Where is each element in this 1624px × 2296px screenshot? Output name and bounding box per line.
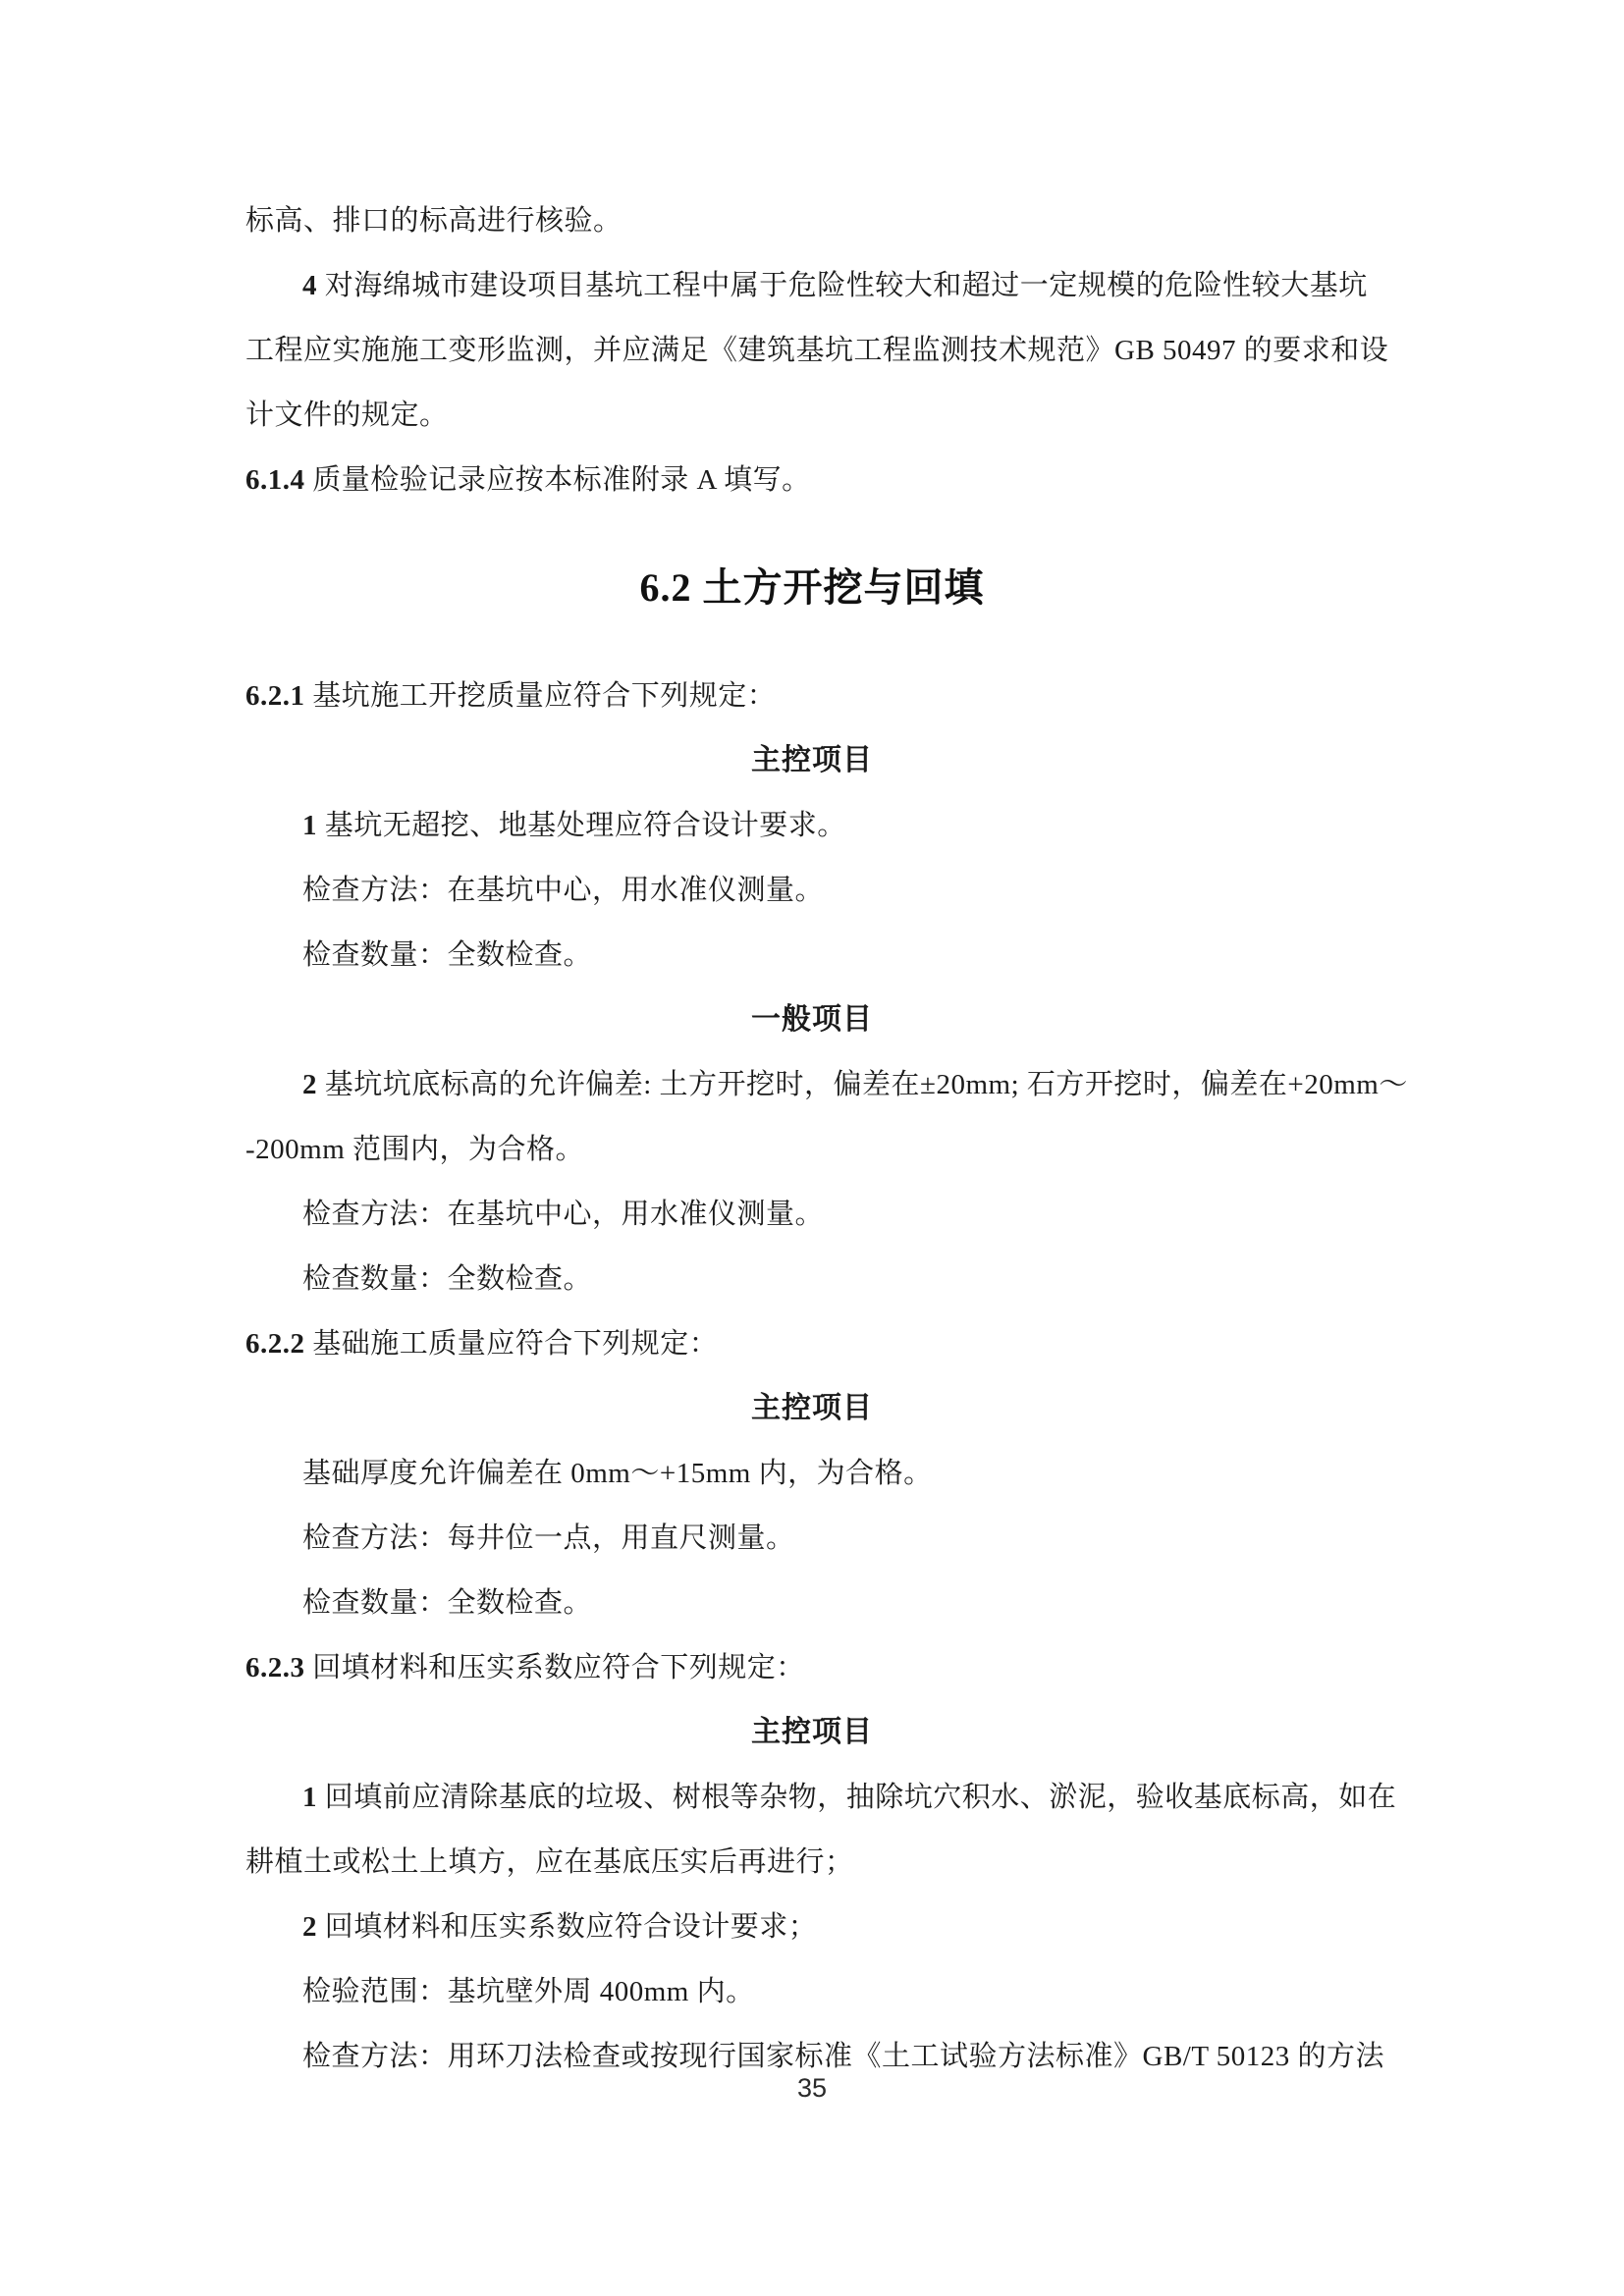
clause-6-1-4: 6.1.4 质量检验记录应按本标准附录 A 填写。: [245, 464, 811, 496]
item-number: 1: [302, 1782, 317, 1813]
item-4-continuation-1: 工程应实施施工变形监测，并应满足《建筑基坑工程监测技术规范》GB 50497 的要求和设: [245, 335, 1389, 366]
inspection-quantity-line: 检查数量：全数检查。: [302, 939, 593, 971]
item-4-pit-monitoring: 4 对海绵城市建设项目基坑工程中属于危险性较大和超过一定规模的危险性较大基坑: [302, 270, 1368, 301]
foundation-thickness-tolerance-line: 基础厚度允许偏差在 0mm～+15mm 内，为合格。: [302, 1458, 933, 1489]
item-number: 1: [302, 810, 317, 841]
item-number: 4: [302, 270, 317, 301]
inspection-method-line: 检查方法：在基坑中心，用水准仪测量。: [302, 1199, 825, 1230]
clause-number: 6.2.1: [245, 680, 305, 712]
item-number: 2: [302, 1911, 317, 1943]
clause-6-2-1: 6.2.1 基坑施工开挖质量应符合下列规定：: [245, 680, 777, 712]
clause-number: 6.1.4: [245, 464, 305, 496]
page-number: 35: [796, 2073, 828, 2103]
item-1-no-overexcavation: 1 基坑无超挖、地基处理应符合设计要求。: [302, 810, 846, 841]
item-2-backfill-material: 2 回填材料和压实系数应符合设计要求；: [302, 1911, 818, 1943]
clause-6-2-2: 6.2.2 基础施工质量应符合下列规定：: [245, 1328, 719, 1360]
subheading-general-items: 一般项目: [751, 1003, 873, 1036]
subheading-master-control-items: 主控项目: [751, 1716, 873, 1748]
subheading-master-control-items: 主控项目: [751, 744, 873, 776]
item-1-backfill-preparation: 1 回填前应清除基底的垃圾、树根等杂物，抽除坑穴积水、淤泥，验收基底标高，如在: [302, 1782, 1397, 1813]
item-2-bottom-elevation-tolerance: 2 基坑坑底标高的允许偏差: 土方开挖时，偏差在±20mm; 石方开挖时，偏差在+20mm～: [302, 1069, 1408, 1100]
item-4-continuation-2: 计文件的规定。: [245, 400, 449, 431]
para-continuation-elevation-check: 标高、排口的标高进行核验。: [245, 205, 623, 237]
inspection-method-line: 检查方法：每井位一点，用直尺测量。: [302, 1522, 795, 1554]
section-heading-6-2: 6.2 土方开挖与回填: [639, 565, 985, 610]
inspection-quantity-line: 检查数量：全数检查。: [302, 1263, 593, 1295]
item-1-continuation: 耕植土或松土上填方，应在基底压实后再进行；: [245, 1846, 854, 1878]
inspection-method-line: 检查方法：在基坑中心，用水准仪测量。: [302, 875, 825, 906]
inspection-method-line: 检查方法：用环刀法检查或按现行国家标准《土工试验方法标准》GB/T 50123 的方法: [302, 2041, 1385, 2072]
subheading-master-control-items: 主控项目: [751, 1392, 873, 1424]
clause-number: 6.2.3: [245, 1652, 305, 1683]
item-number: 2: [302, 1069, 317, 1100]
inspection-quantity-line: 检查数量：全数检查。: [302, 1587, 593, 1619]
item-2-continuation: -200mm 范围内，为合格。: [245, 1134, 585, 1165]
clause-number: 6.2.2: [245, 1328, 305, 1360]
inspection-range-line: 检验范围：基坑壁外周 400mm 内。: [302, 1976, 755, 2007]
clause-6-2-3: 6.2.3 回填材料和压实系数应符合下列规定：: [245, 1652, 805, 1683]
